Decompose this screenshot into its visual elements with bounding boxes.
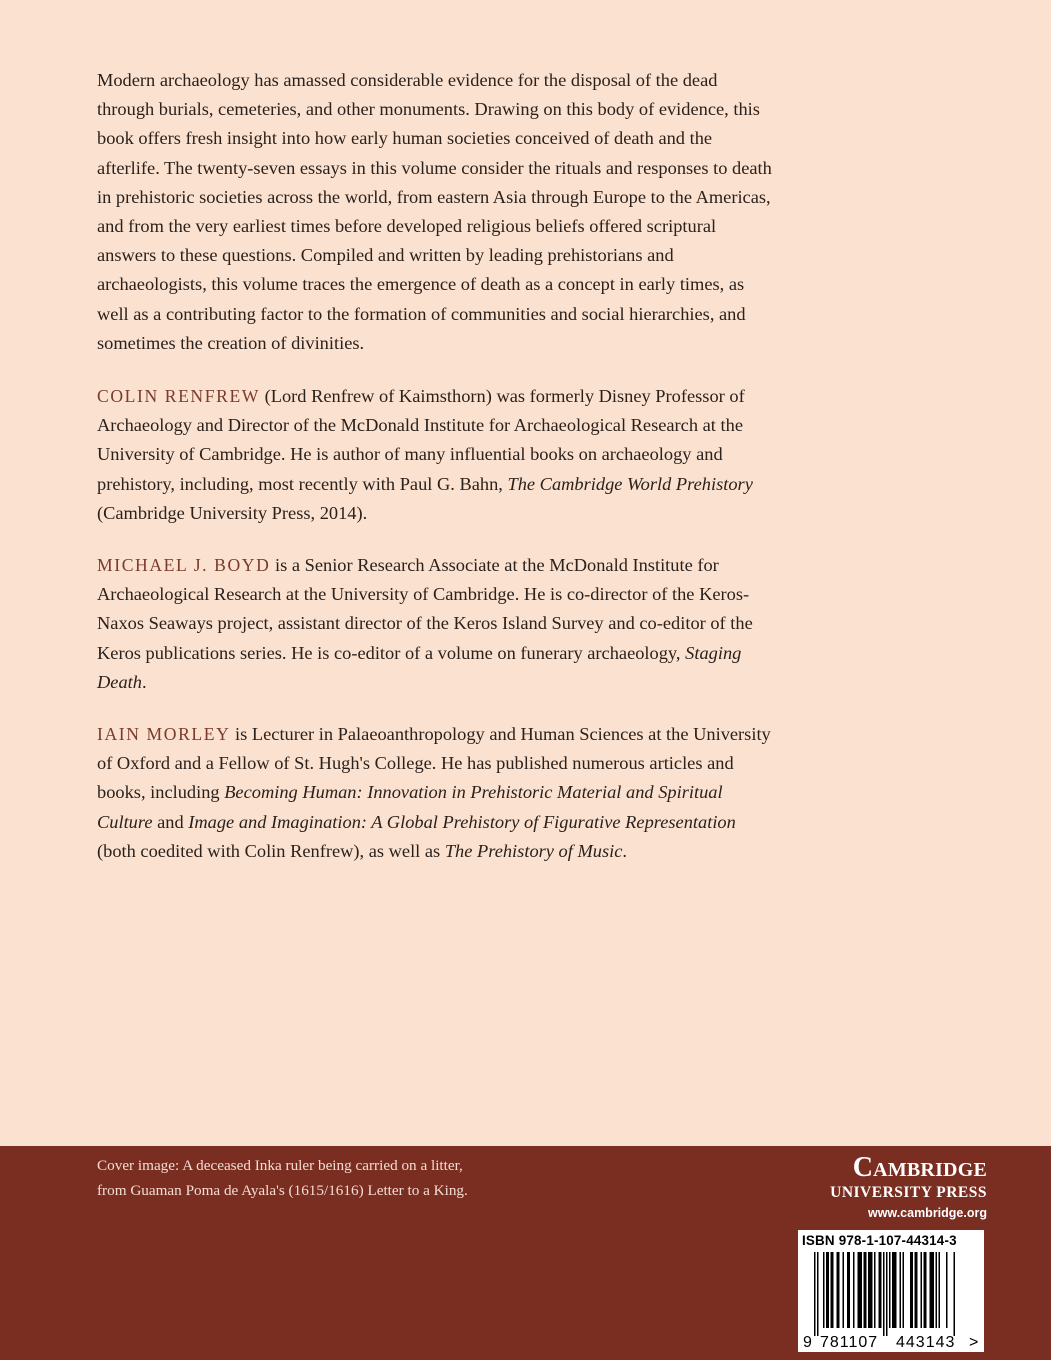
barcode-bar [853,1252,855,1328]
barcode-bar [883,1252,885,1336]
barcode-digits-left: 781107 [820,1334,879,1351]
barcode-bar [910,1252,912,1328]
barcode-bar [931,1252,933,1328]
barcode-bar [924,1252,926,1328]
book-title: Becoming Human: Innovation in Prehistoric Material and Spiritual Culture [97,782,723,832]
barcode-bar [954,1252,956,1336]
barcode-bar [858,1252,860,1328]
barcode-bar [864,1252,866,1328]
author-bio-boyd [97,551,777,697]
barcode-bar [847,1252,849,1328]
barcode-bar [895,1252,897,1328]
barcode-bar [838,1252,840,1328]
bio-text: . [141,671,147,692]
barcode-bar [871,1252,873,1328]
publisher-url: www.cambridge.org [867,1206,987,1220]
isbn-number: ISBN 978-1-107-44314-3 [802,1233,957,1248]
barcode-bar [886,1252,888,1336]
barcode-bar [823,1252,825,1328]
footer-band [0,1146,1051,1360]
barcode-bar [880,1252,882,1328]
barcode-bar [930,1252,932,1328]
barcode-bar [889,1252,891,1328]
bio-text: (both coedited with Colin Renfrew), as well as [97,840,445,861]
bio-text: (Cambridge University Press, 2014). [97,502,368,523]
barcode-bar [939,1252,941,1328]
barcode-bar [861,1252,863,1328]
book-title: The Cambridge World Prehistory [507,473,753,494]
barcode-bar [892,1252,894,1328]
barcode-bar [826,1252,828,1328]
barcode-bar [859,1252,861,1328]
barcode-bar [831,1252,833,1328]
barcode-bar [915,1252,917,1328]
barcode-bar [832,1252,834,1328]
barcode-bar [900,1252,902,1328]
author-name-boyd: MICHAEL J. BOYD [97,555,271,576]
barcode-digit-lead: 9 [803,1334,812,1351]
barcode-bar [936,1252,938,1328]
barcode-bar [946,1252,948,1328]
author-name-renfrew: COLIN RENFREW [97,386,261,407]
barcode-bar [933,1252,935,1328]
barcode-bar [912,1252,914,1328]
barcode-bar [828,1252,830,1328]
barcode [798,1250,984,1352]
barcode-bar [921,1252,923,1328]
author-bio-renfrew [97,382,777,528]
cover-image-caption: Cover image: A deceased Inka ruler being carried on a litter, from Guaman Poma de Ayala's (1615/1616) Letter to a King. [97,1157,468,1199]
publisher-logo [797,1154,987,1221]
bio-text: is Lecturer in Palaeoanthropology and Human Sciences at the University of Oxford and a Fellow of St. Hugh's College. He has published numerous articles and books, including [97,724,771,803]
barcode-bar [903,1252,905,1328]
barcode-bars [814,1252,955,1336]
author-bio-morley [97,720,777,866]
barcode-bar [879,1252,881,1328]
barcode-bar [925,1252,927,1328]
publisher-name: Cambridge [852,1152,987,1183]
barcode-bar [843,1252,845,1328]
publisher-subname: UNIVERSITY PRESS [830,1184,987,1201]
bio-text: (Lord Renfrew of Kaimsthorn) was formerly Disney Professor of Archaeology and Director of the McDonald Institute for Archaeological Research at the University of Cambridge. He is author of many influential books on archaeology and prehistory, including, most recently with Paul G. Bahn, [97,386,745,494]
barcode-bar [868,1252,870,1328]
bio-text: . [622,840,628,861]
back-cover-text [97,66,777,889]
barcode-bar [849,1252,851,1328]
barcode-bar [817,1252,819,1336]
book-title: Image and Imagination: A Global Prehistory of Figurative Representation [188,811,736,832]
book-title: Staging Death [97,642,742,692]
book-title: The Prehistory of Music [444,840,623,861]
author-name-morley: IAIN MORLEY [97,724,231,745]
barcode-digits-right: 443143 [896,1334,956,1351]
barcode-bar [874,1252,876,1328]
barcode-bar [916,1252,918,1328]
barcode-bar [894,1252,896,1328]
bio-text: is a Senior Research Associate at the McDonald Institute for Archaeological Research at the University of Cambridge. He is co-director of the Keros-Naxos Seaways project, assistant director of the Keros Island Survey and co-editor of the Keros publications series. He is co-editor of a volume on funerary archaeology, [97,555,753,663]
barcode-quiet-zone-mark: > [969,1334,979,1351]
barcode-bar [865,1252,867,1328]
barcode-bar [870,1252,872,1328]
barcode-bar [837,1252,839,1328]
isbn-barcode-box [798,1230,984,1352]
book-description: Modern archaeology has amassed considerable evidence for the disposal of the dead through burials, cemeteries, and other monuments. Drawing on this body of evidence, this book offers fresh insight into how early human societies conceived of death and the afterlife. The twenty-seven essays in this volume consider the rituals and responses to death in prehistoric societies across the world, from eastern Asia through Europe to the Americas, and from the very earliest times before developed religious beliefs offered scriptural answers to these questions. Compiled and written by leading prehistorians and archaeologists, this volume traces the emergence of death as a concept in early times, as well as a contributing factor to the formation of communities and social hierarchies, and sometimes the creation of divinities. [97,70,772,353]
barcode-bar [814,1252,816,1336]
bio-text: and [152,811,189,832]
